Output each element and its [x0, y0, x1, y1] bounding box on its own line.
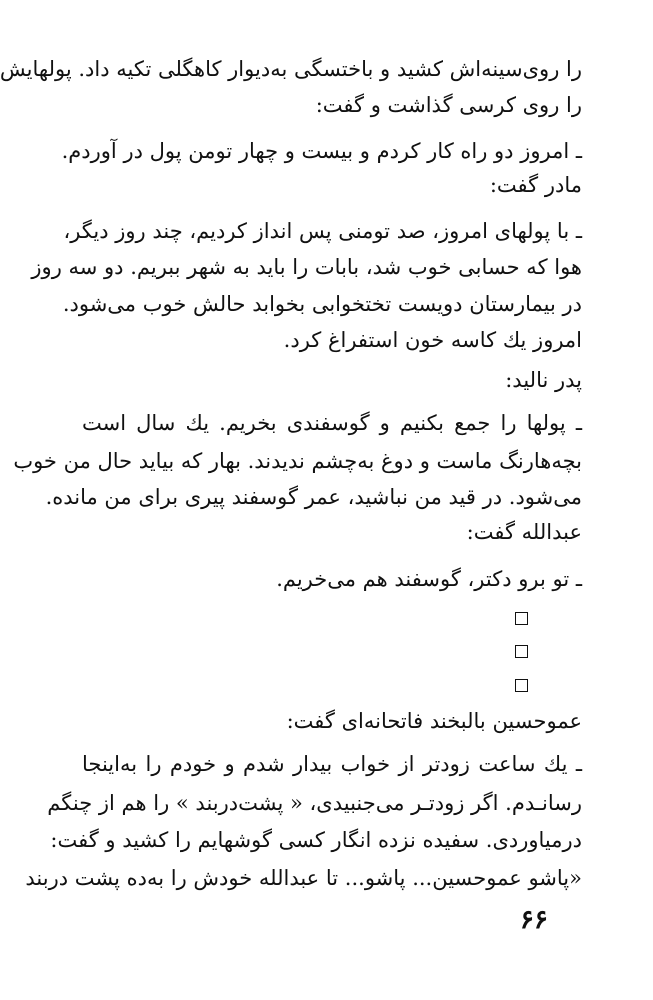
text-line: ـ پولها را جمع بکنیم و گوسفندی بخریم. یك سال است	[82, 411, 582, 435]
text-line: امروز یك کاسه خون استفراغ کرد.	[283, 328, 582, 352]
text-line: بچه‌هار‌نگ ماست و دوغ به‌چشم ندیدند. بهار که بیاید حال من خوب	[13, 449, 582, 473]
section-break-box	[515, 612, 528, 625]
text-line: را روی‌سینه‌اش کشید و باختسگی به‌دیوار کاهگلی تکیه داد. پولهایش	[0, 57, 582, 81]
speaker-line: عموحسین بالبخند فاتحانه‌ای گفت:	[286, 709, 582, 733]
text-line: رسانـدم. اگر زودتـر می‌جنبیدی، « پشت‌دربند » را هم از چنگم	[47, 791, 582, 815]
page-number: ۶۶	[520, 905, 548, 935]
text-line: ـ یك ساعت زودتر از خواب بیدار شدم و خودم را به‌اینجا	[82, 752, 582, 776]
section-break-box	[515, 645, 528, 658]
text-line: هوا که حسابی خوب شد، بابات را باید به شهر ببریم. دو سه روز	[31, 255, 582, 279]
speaker-line: پدر نالید:	[505, 368, 582, 392]
speaker-line: مادر گفت:	[489, 173, 582, 197]
text-line: ـ تو برو دکتر، گوسفند هم می‌خریم.	[276, 567, 582, 591]
section-break-box	[515, 679, 528, 692]
text-line: می‌شود. در قید من نباشید، عمر گوسفند پیری برای من مانده.	[45, 485, 582, 509]
speaker-line: عبدالله گفت:	[466, 520, 582, 544]
text-line: ـ با پولهای امروز، صد تومنی پس انداز کردیم، چند روز دیگر،	[63, 219, 582, 243]
text-line: ـ امروز دو راه کار کردم و بیست و چهار تومن پول در آوردم.	[61, 139, 582, 163]
text-line: در بیمارستان دویست تختخوابی بخوابد حالش خوب می‌شود.	[62, 292, 582, 316]
text-line: را روی کرسی گذاشت و گفت:	[315, 93, 582, 117]
text-line: درمیاوردی. سفیده نزده انگار کسی گوشهایم را کشید و گفت:	[50, 828, 582, 852]
text-line: «پاشو عموحسین... پاشو... تا عبدالله خودش را به‌ده پشت دربند	[25, 866, 582, 890]
